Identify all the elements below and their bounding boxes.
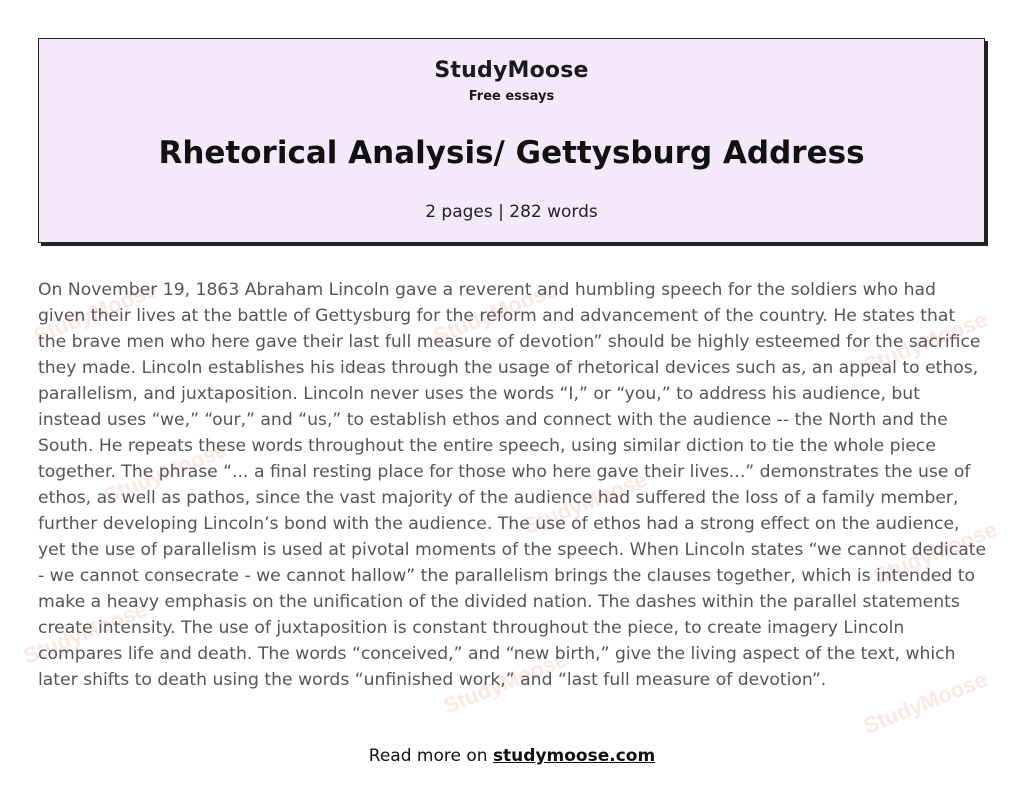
watermark: StudyMoose — [859, 666, 991, 739]
brand-tagline: Free essays — [468, 89, 555, 104]
essay-header — [38, 38, 985, 243]
brand-logo: StudyMoose — [434, 58, 589, 83]
studymoose-link[interactable]: studymoose.com — [492, 746, 656, 766]
watermark: StudyMoose — [99, 436, 231, 509]
watermark: StudyMoose — [869, 516, 1001, 589]
watermark: StudyMoose — [439, 646, 571, 719]
watermark: StudyMoose — [29, 276, 161, 349]
read-more-footer — [0, 746, 1024, 766]
watermark: StudyMoose — [429, 276, 561, 349]
watermark: StudyMoose — [859, 306, 991, 379]
page-title: Rhetorical Analysis/ Gettysburg Address — [158, 135, 865, 171]
essay-meta: 2 pages | 282 words — [425, 202, 598, 222]
essay-body: On November 19, 1863 Abraham Lincoln gave a reverent and humbling speech for the soldiers who had given their lives at the battle of Gettysburg for the reform and advancement of the country. He states that the brave men who here gave their last full measure of devotion” should be highly esteemed for the sacrifice they made. Lincoln establishes his ideas through the usage of rhetorical devices such as, an appeal to ethos, parallelism, and juxtaposition. Lincoln never uses the words “I,” or “you,” to address his audience, but instead uses “we,” “our,” and “us,” to establish ethos and connect with the audience -- the North and the South. He repeats these words throughout the entire speech, using similar diction to tie the whole piece together. The phrase “... a final resting place for those who here gave their lives...” demonstrates the use of ethos, as well as pathos, since the vast majority of the audience had suffered the loss of a family member, further developing Lincoln’s bond with the audience. The use of ethos had a strong effect on the audience, yet the use of parallelism is used at pivotal moments of the speech. When Lincoln states “we cannot dedicate - we cannot consecrate - we cannot hallow” the parallelism brings the clauses together, which is intended to make a heavy emphasis on the unification of the divided nation. The dashes within the parallel statements create intensity. The use of juxtaposition is constant throughout the piece, to create imagery Lincoln compares life and death. The words “conceived,” and “new birth,” give the living aspect of the text, which later shifts to death using the words “unfinished work,” and “last full measure of devotion”. — [38, 280, 987, 690]
watermark: StudyMoose — [519, 466, 651, 539]
watermark: StudyMoose — [19, 596, 151, 669]
read-more-prefix: Read more on — [368, 746, 493, 766]
